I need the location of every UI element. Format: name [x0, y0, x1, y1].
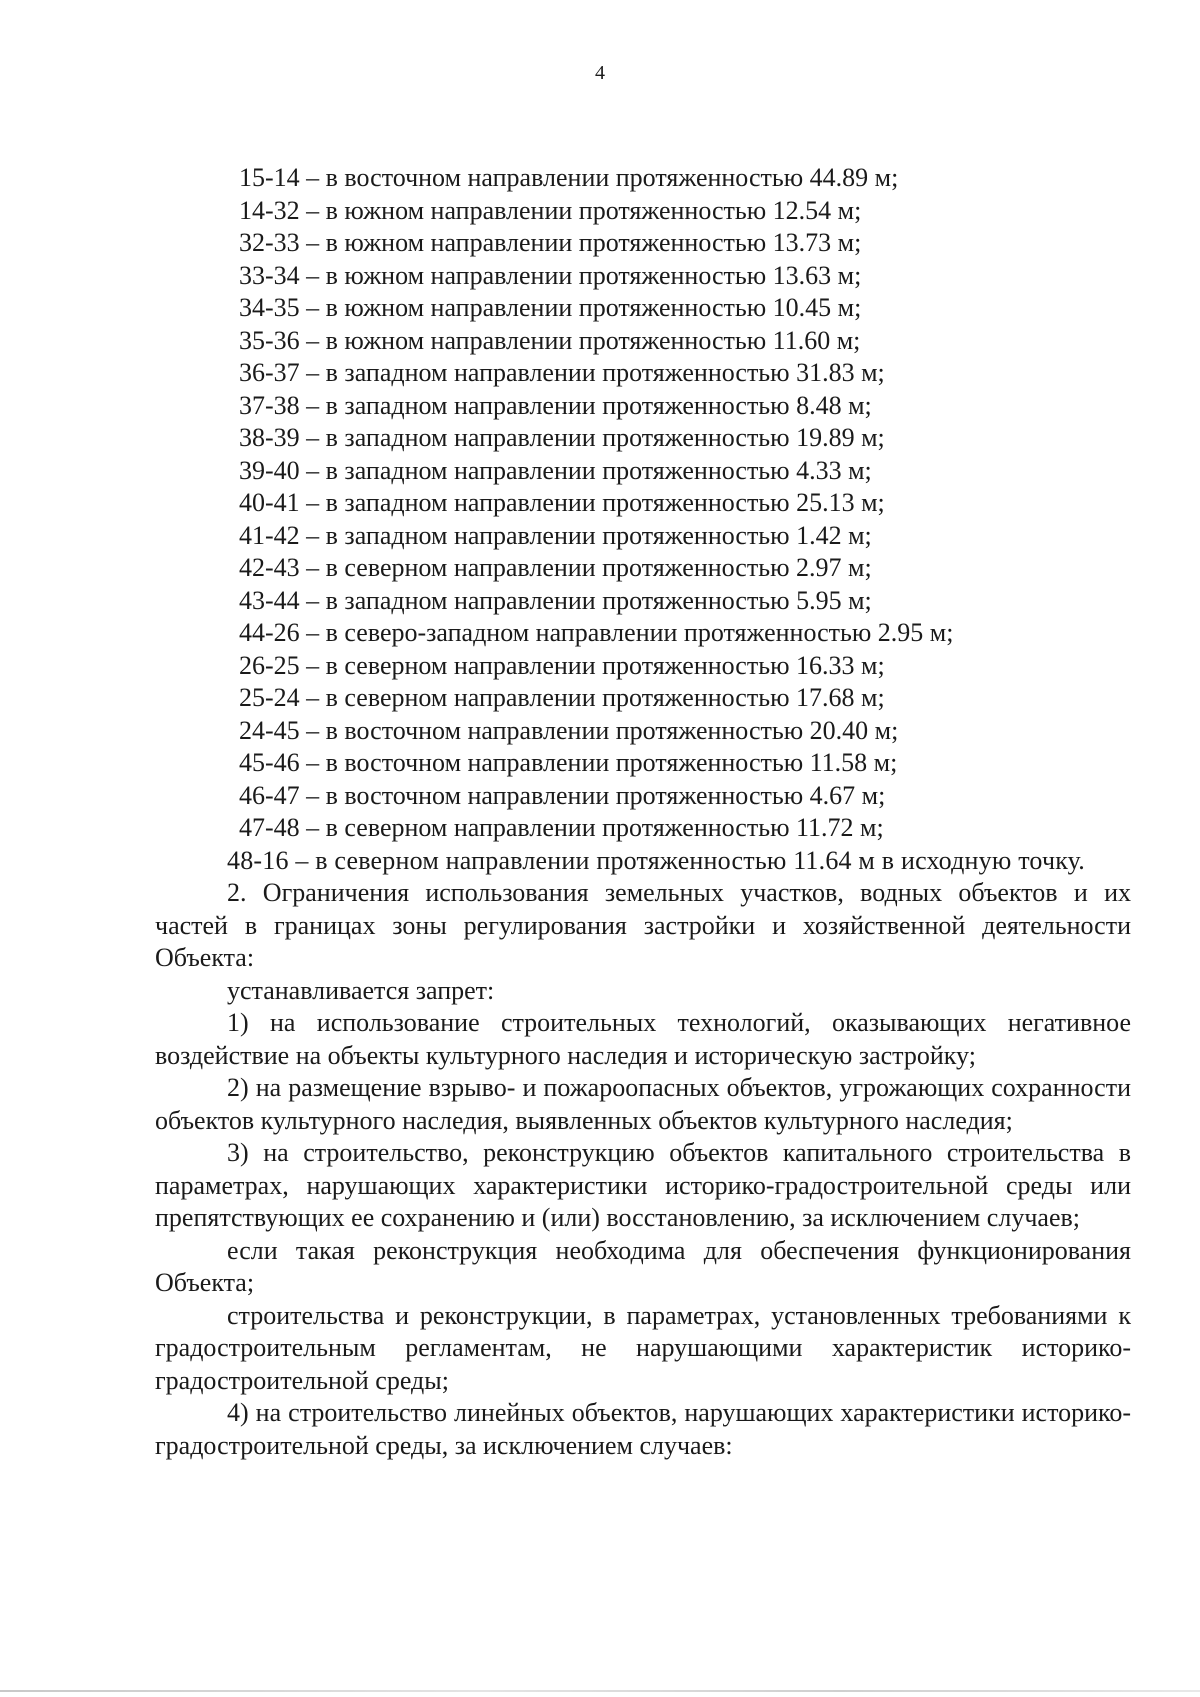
boundary-segment: 37-38 – в западном направлении протяженностью 8.48 м;	[239, 390, 872, 420]
page-number: 4	[595, 62, 605, 84]
boundary-segment: 39-40 – в западном направлении протяженностью 4.33 м;	[239, 455, 872, 485]
boundary-segment: 35-36 – в южном направлении протяженностью 11.60 м;	[239, 325, 861, 355]
boundary-segment-list	[239, 162, 1131, 845]
boundary-segment: 24-45 – в восточном направлении протяженностью 20.40 м;	[239, 715, 899, 745]
boundary-segment: 46-47 – в восточном направлении протяженностью 4.67 м;	[239, 780, 886, 810]
boundary-segment: 43-44 – в западном направлении протяженностью 5.95 м;	[239, 585, 872, 615]
boundary-segment: 41-42 – в западном направлении протяженностью 1.42 м;	[239, 520, 872, 550]
boundary-segment: 25-24 – в северном направлении протяженностью 17.68 м;	[239, 683, 885, 712]
last-boundary-segment: 48-16 – в северном направлении протяженностью 11.64 м в исходную точку.	[227, 845, 1085, 875]
exception-item-2: строительства и реконструкции, в параметрах, установленных требованиями к градостроительным регламентам, не нарушающими характеристик историко-градостроительной среды;	[155, 1300, 1131, 1395]
boundary-segment: 33-34 – в южном направлении протяженностью 13.63 м;	[239, 260, 862, 290]
boundary-segment: 34-35 – в южном направлении протяженностью 10.45 м;	[239, 293, 862, 322]
boundary-segment: 38-39 – в западном направлении протяженностью 19.89 м;	[239, 423, 885, 452]
boundary-segment: 32-33 – в южном направлении протяженностью 13.73 м;	[239, 228, 862, 257]
boundary-segment: 36-37 – в западном направлении протяженностью 31.83 м;	[239, 358, 885, 387]
prohibition-item-4: 4) на строительство линейных объектов, нарушающих характеристики историко-градостроительной среды, за исключением случаев:	[155, 1398, 1131, 1460]
boundary-segment: 14-32 – в южном направлении протяженностью 12.54 м;	[239, 195, 862, 225]
boundary-segment: 40-41 – в западном направлении протяженностью 25.13 м;	[239, 488, 885, 517]
prohibition-item-3: 3) на строительство, реконструкцию объектов капитального строительства в параметрах, нарушающих характеристики историко-градостроительной среды или препятствующих ее сохранению и (или) восстановлению, за исключением случаев;	[155, 1138, 1131, 1232]
exception-item-1: если такая реконструкция необходима для обеспечения функционирования Объекта;	[155, 1235, 1131, 1297]
prohibition-item-1: 1) на использование строительных технологий, оказывающих негативное воздействие на объекты культурного наследия и историческую застройку;	[155, 1008, 1131, 1070]
document-body	[155, 162, 1131, 1462]
boundary-segment: 26-25 – в северном направлении протяженностью 16.33 м;	[239, 650, 885, 680]
boundary-segment: 42-43 – в северном направлении протяженностью 2.97 м;	[239, 553, 872, 582]
boundary-segment: 44-26 – в северо-западном направлении протяженностью 2.95 м;	[239, 618, 954, 647]
boundary-segment: 15-14 – в восточном направлении протяженностью 44.89 м;	[239, 163, 899, 192]
boundary-segment: 47-48 – в северном направлении протяженностью 11.72 м;	[239, 813, 884, 842]
scan-edge-line	[0, 1690, 1200, 1692]
boundary-segment: 45-46 – в восточном направлении протяженностью 11.58 м;	[239, 748, 898, 777]
prohibition-intro: устанавливается запрет:	[227, 975, 495, 1005]
section-2-heading: 2. Ограничения использования земельных участков, водных объектов и их частей в границах зоны регулирования застройки и хозяйственной деятельности Объекта:	[155, 878, 1131, 972]
prohibition-item-2: 2) на размещение взрыво- и пожароопасных объектов, угрожающих сохранности объектов культурного наследия, выявленных объектов культурного наследия;	[155, 1073, 1131, 1135]
